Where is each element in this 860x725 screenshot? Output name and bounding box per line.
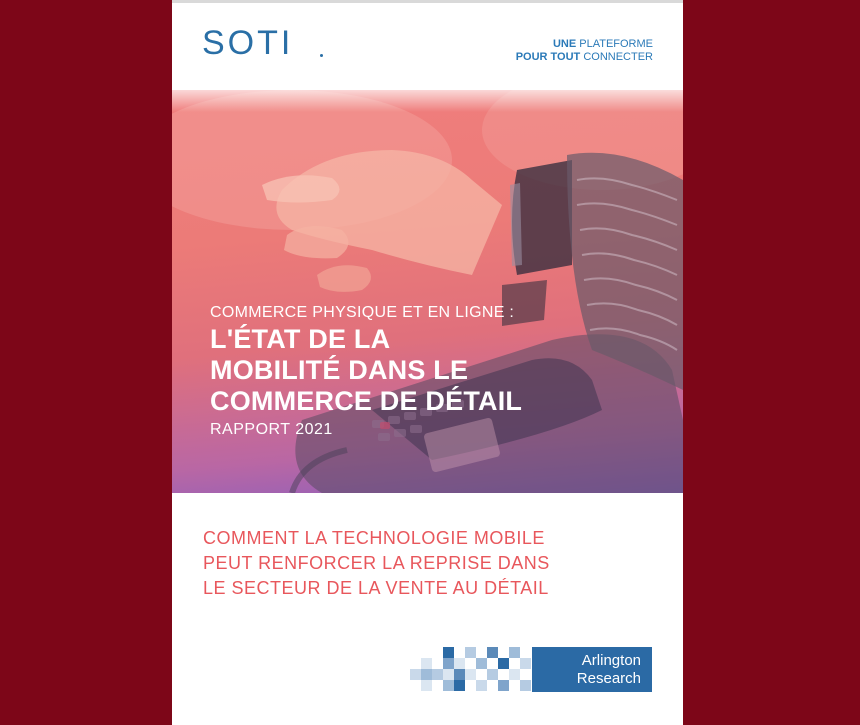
- tagline-line-1: [516, 38, 653, 51]
- lede-line: PEUT RENFORCER LA REPRISE DANS: [203, 553, 550, 573]
- tagline-line-2-bold: POUR TOUT: [515, 51, 581, 63]
- tagline-line-2: [516, 51, 653, 64]
- hero-top-fade: [172, 90, 683, 112]
- hero-image: [172, 90, 683, 493]
- cover-kicker: COMMERCE PHYSIQUE ET EN LIGNE :: [210, 304, 515, 321]
- cover-title-line: MOBILITÉ DANS LE: [210, 355, 469, 385]
- soti-logo-dot: [320, 54, 323, 57]
- tagline-line-1-rest: PLATEFORME: [576, 38, 653, 50]
- cover-subtitle: RAPPORT 2021: [210, 421, 333, 438]
- report-cover-page: [172, 0, 683, 725]
- lede-line: LE SECTEUR DE LA VENTE AU DÉTAIL: [203, 578, 549, 598]
- arlington-research-logo: [410, 647, 652, 692]
- partner-name-line-1: Arlington: [581, 652, 641, 669]
- tagline-line-2-rest: CONNECTER: [580, 51, 653, 63]
- cover-title-line: COMMERCE DE DÉTAIL: [210, 386, 523, 416]
- brand-tagline: [516, 38, 653, 64]
- cover-title-block: [210, 304, 522, 439]
- partner-name-box: [532, 647, 652, 692]
- soti-logo: SOTI: [202, 24, 294, 62]
- tagline-line-1-bold: UNE: [552, 38, 577, 50]
- partner-name-line-2: Research: [576, 670, 641, 687]
- lede-line: COMMENT LA TECHNOLOGIE MOBILE: [203, 528, 545, 548]
- page-top-border: [172, 0, 683, 3]
- cover-title-line: L'ÉTAT DE LA: [210, 324, 391, 354]
- cover-title: [210, 324, 522, 417]
- cover-lede: [203, 526, 550, 601]
